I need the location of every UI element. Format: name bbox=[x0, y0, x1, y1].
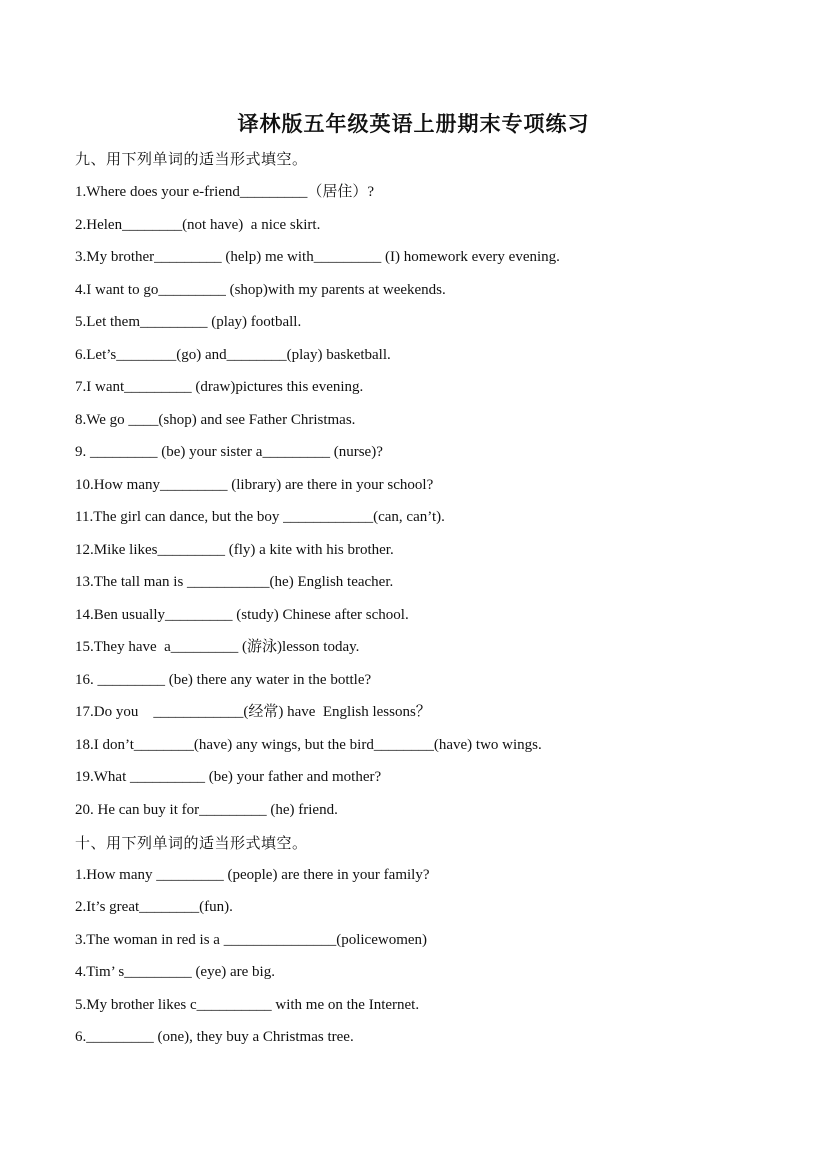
question-item: 9. _________ (be) your sister a_________ (nurse)? bbox=[75, 444, 383, 460]
question-item: 13.The tall man is ___________(he) English teacher. bbox=[75, 574, 394, 590]
section-heading-10: 十、用下列单词的适当形式填空。 bbox=[75, 834, 308, 852]
question-item: 1.Where does your e-friend_________（居住）? bbox=[75, 184, 375, 200]
question-item: 6.Let’s________(go) and________(play) basketball. bbox=[75, 347, 391, 363]
question-item: 17.Do you ____________(经常) have English lessons？ bbox=[75, 704, 431, 720]
question-item: 3.The woman in red is a _______________(policewomen) bbox=[75, 932, 428, 948]
question-item: 19.What __________ (be) your father and mother? bbox=[75, 769, 382, 785]
question-item: 4.I want to go_________ (shop)with my parents at weekends. bbox=[75, 282, 446, 298]
question-item: 8.We go ____(shop) and see Father Christmas. bbox=[75, 412, 356, 428]
question-item: 11.The girl can dance, but the boy ____________(can, can’t). bbox=[75, 509, 445, 525]
question-item: 5.My brother likes c__________ with me on the Internet. bbox=[75, 997, 420, 1013]
question-item: 5.Let them_________ (play) football. bbox=[75, 314, 302, 330]
section-heading-9: 九、用下列单词的适当形式填空。 bbox=[75, 150, 308, 168]
question-item: 7.I want_________ (draw)pictures this evening. bbox=[75, 379, 364, 395]
question-item: 14.Ben usually_________ (study) Chinese after school. bbox=[75, 607, 409, 623]
question-item: 1.How many _________ (people) are there in your family? bbox=[75, 867, 430, 883]
page-title: 译林版五年级英语上册期末专项练习 bbox=[237, 111, 590, 136]
question-item: 12.Mike likes_________ (fly) a kite with his brother. bbox=[75, 542, 394, 558]
question-item: 6._________ (one), they buy a Christmas tree. bbox=[75, 1029, 354, 1045]
question-item: 16. _________ (be) there any water in the bottle? bbox=[75, 672, 372, 688]
question-item: 20. He can buy it for_________ (he) friend. bbox=[75, 802, 338, 818]
question-item: 2.It’s great________(fun). bbox=[75, 899, 233, 915]
question-item: 15.They have a_________ (游泳)lesson today. bbox=[75, 639, 360, 655]
question-item: 10.How many_________ (library) are there in your school? bbox=[75, 477, 434, 493]
question-item: 2.Helen________(not have) a nice skirt. bbox=[75, 217, 321, 233]
question-item: 4.Tim’ s_________ (eye) are big. bbox=[75, 964, 275, 980]
question-item: 18.I don’t________(have) any wings, but the bird________(have) two wings. bbox=[75, 737, 542, 753]
question-item: 3.My brother_________ (help) me with_________ (I) homework every evening. bbox=[75, 249, 560, 265]
